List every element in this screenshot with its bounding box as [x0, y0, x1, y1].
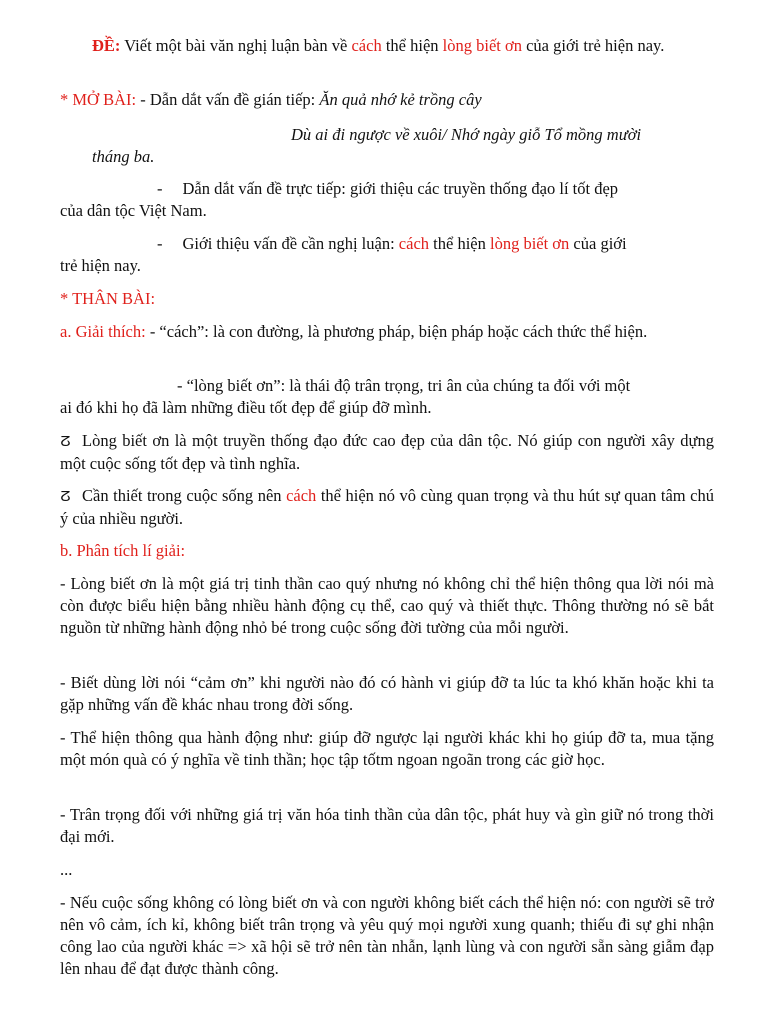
bullet-paragraph-2: ⵒ Cần thiết trong cuộc sống nên cách thể hiện nó vô cùng quan trọng và thu hút sự quan tâm chú ý của nhiều người.: [60, 486, 714, 528]
bullet-icon: ⵒ: [60, 489, 71, 505]
giai-thich-paragraph: a. Giải thích: - “cách”: là con đường, là phương pháp, biện pháp hoặc cách thức thể hiện.: [60, 322, 648, 341]
mo-bai-line: * MỞ BÀI: - Dẫn dắt vấn đề gián tiếp: Ăn quả nhớ kẻ trồng cây: [60, 90, 482, 109]
topic-paragraph: ĐỀ: Viết một bài văn nghị luận bàn về cách thể hiện lòng biết ơn của giới trẻ hiện nay.: [92, 36, 665, 55]
ellipsis: ...: [60, 860, 73, 879]
mo-bai-item-2-cont: trẻ hiện nay.: [60, 256, 141, 275]
giai-thich-2-line: - “lòng biết ơn”: là thái độ trân trọng, tri ân của chúng ta đối với một: [177, 376, 631, 395]
analysis-paragraph-2: - Biết dùng lời nói “cảm ơn” khi người nào đó có hành vi giúp đỡ ta lúc ta khó khăn hoặc khi ta gặp những vấn đề khác nhau trong đời sống.: [60, 673, 714, 714]
poem-line-2: Dù ai đi ngược về xuôi/ Nhớ ngày giỗ Tổ mồng mười: [291, 125, 642, 144]
analysis-paragraph-5: - Nếu cuộc sống không có lòng biết ơn và con người không biết cách thể hiện nó: con người sẽ trở nên vô cảm, ích kỉ, không biết trân trọng và yêu quý mọi người xung quanh; thiếu đi sự ghi nhận công lao của người khác => xã hội sẽ trở nên tàn nhẫn, lạnh lùng và con người sẵn sàng giẫm đạp lên nhau để đạt được thành công.: [60, 893, 714, 978]
analysis-paragraph-1: - Lòng biết ơn là một giá trị tinh thần cao quý nhưng nó không chỉ thể hiện thông qua lời nói mà còn được biểu hiện bằng nhiều hành động cụ thể, cao quý và thiết thực. Thông thường nó sẽ bắt nguồn từ những hành động nhỏ bé trong cuộc sống đời tường của mỗi người.: [60, 574, 714, 637]
keyword-long-biet-on: lòng biết ơn: [442, 36, 522, 55]
bullet-paragraph-1: ⵒ Lòng biết ơn là một truyền thống đạo đức cao đẹp của dân tộc. Nó giúp con người xây dựng một cuộc sống tốt đẹp và tình nghĩa.: [60, 431, 714, 473]
mo-bai-item-2: - Giới thiệu vấn đề cần nghị luận: cách thể hiện lòng biết ơn của giới: [157, 234, 627, 253]
than-bai-heading: * THÂN BÀI:: [60, 289, 156, 308]
giai-thich-label: a. Giải thích:: [60, 322, 146, 341]
poem-line-2-cont: tháng ba.: [92, 147, 155, 166]
phan-tich-heading: b. Phân tích lí giải:: [60, 541, 186, 560]
topic-label: ĐỀ:: [92, 36, 121, 55]
mo-bai-item-1: - Dẫn dắt vấn đề trực tiếp: giới thiệu các truyền thống đạo lí tốt đẹp: [157, 179, 619, 198]
mo-bai-item-1-cont: của dân tộc Việt Nam.: [60, 201, 207, 220]
mo-bai-heading: * MỞ BÀI:: [60, 90, 137, 109]
analysis-paragraph-4: - Trân trọng đối với những giá trị văn hóa tinh thần của dân tộc, phát huy và gìn giữ nó trong thời đại mới.: [60, 805, 714, 846]
analysis-paragraph-3: - Thể hiện thông qua hành động như: giúp đỡ ngược lại người khác khi họ giúp đỡ ta, mua tặng một món quà có ý nghĩa về tinh thần; học tập tốtm ngoan ngoãn trong các giờ học.: [60, 728, 714, 769]
poem-line-1: Ăn quả nhớ kẻ trồng cây: [319, 90, 482, 109]
giai-thich-2-cont: ai đó khi họ đã làm những điều tốt đẹp để giúp đỡ mình.: [60, 398, 432, 417]
keyword-cach: cách: [351, 36, 382, 55]
bullet-icon: ⵒ: [60, 434, 71, 450]
